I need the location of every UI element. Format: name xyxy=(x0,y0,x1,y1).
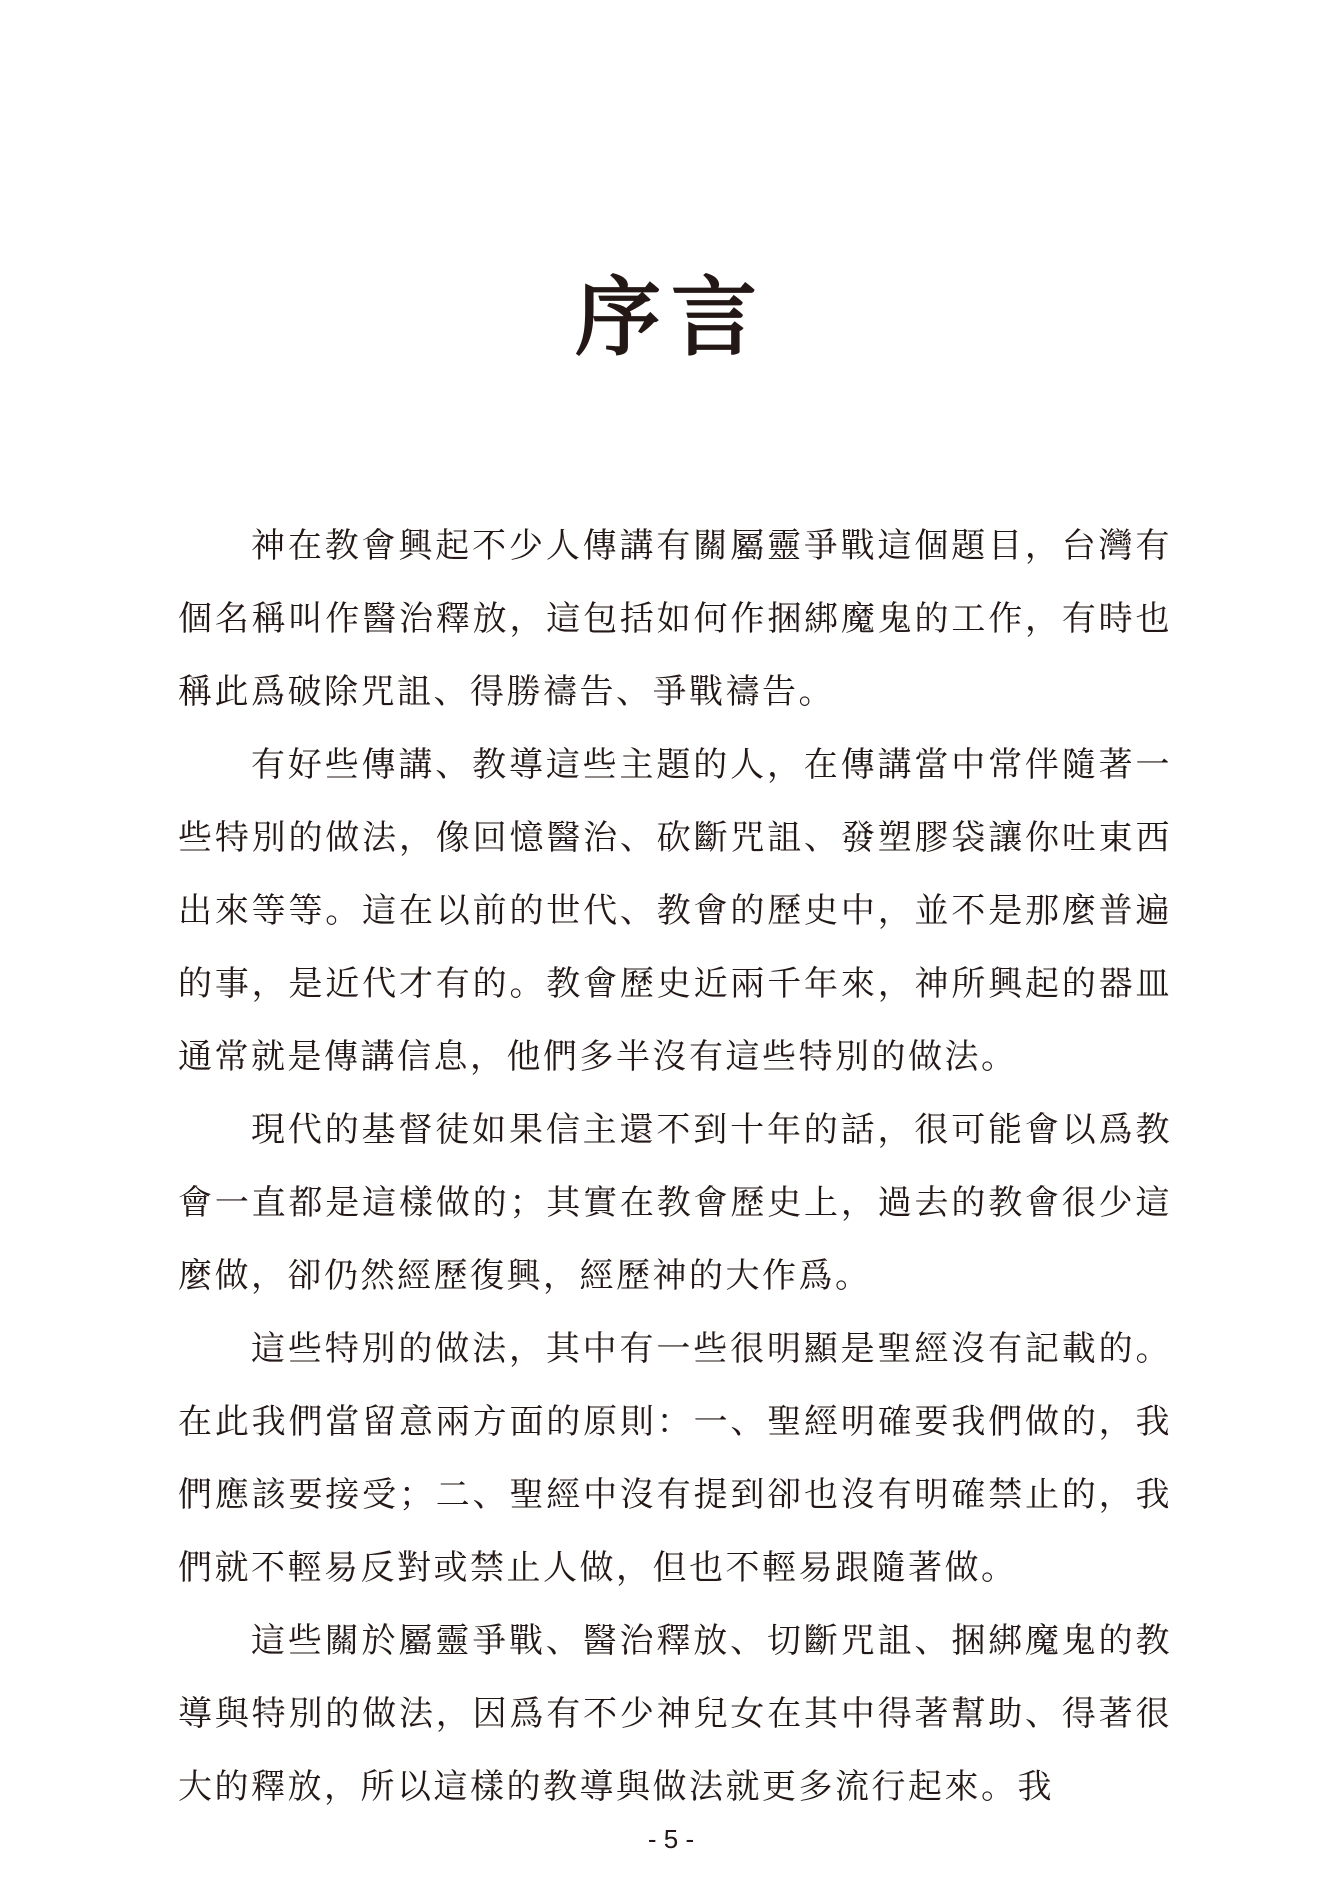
paragraph-5: 這些關於屬靈爭戰、醫治釋放、切斷咒詛、捆綁魔鬼的教導與特別的做法，因爲有不少神兒女在其中得著幫助、得著很大的釋放，所以這樣的教導與做法就更多流行起來。我 xyxy=(178,1621,1172,1807)
paragraph-1: 神在教會興起不少人傳講有關屬靈爭戰這個題目，台灣有個名稱叫作醫治釋放，這包括如何作捆綁魔鬼的工作，有時也稱此爲破除咒詛、得勝禱告、爭戰禱告。 xyxy=(178,526,1172,712)
paragraph-3: 現代的基督徒如果信主還不到十年的話，很可能會以爲教會一直都是這樣做的；其實在教會歷史上，過去的教會很少這麼做，卻仍然經歷復興，經歷神的大作爲。 xyxy=(178,1110,1172,1296)
body-text xyxy=(178,510,1172,1824)
paragraph-4: 這些特別的做法，其中有一些很明顯是聖經沒有記載的。在此我們當留意兩方面的原則：一、聖經明確要我們做的，我們應該要接受；二、聖經中沒有提到卻也沒有明確禁止的，我們就不輕易反對或禁止人做，但也不輕易跟隨著做。 xyxy=(178,1329,1172,1588)
page-number: - 5 - xyxy=(647,1824,695,1854)
paragraph-2: 有好些傳講、教導這些主題的人，在傳講當中常伴隨著一些特別的做法，像回憶醫治、砍斷咒詛、發塑膠袋讓你吐東西出來等等。這在以前的世代、教會的歷史中，並不是那麼普遍的事，是近代才有的。教會歷史近兩千年來，神所興起的器皿通常就是傳講信息，他們多半沒有這些特別的做法。 xyxy=(178,745,1172,1077)
page-title: 序言 xyxy=(575,267,767,368)
